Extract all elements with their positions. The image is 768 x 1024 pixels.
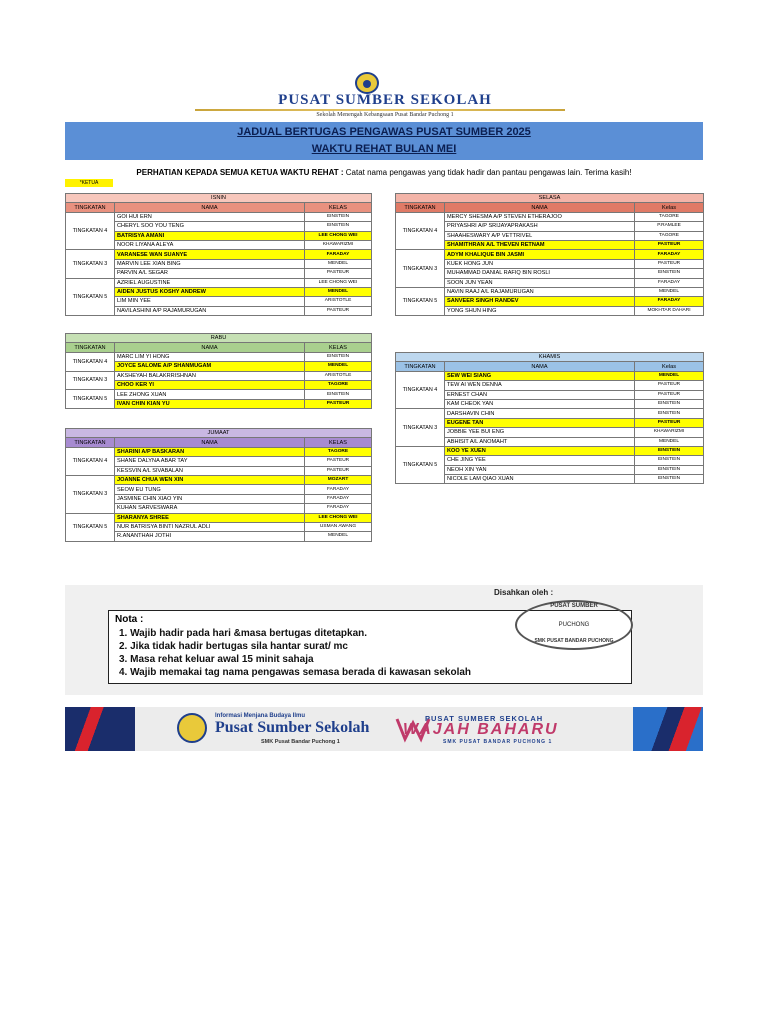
tingkatan-cell: TINGKATAN 4	[396, 371, 445, 409]
table-row	[66, 212, 372, 221]
tingkatan-cell: TINGKATAN 3	[66, 475, 115, 513]
table-row	[66, 475, 372, 484]
class-cell: MENDEL	[635, 371, 704, 380]
tingkatan-cell: TINGKATAN 5	[396, 287, 445, 315]
tingkatan-cell: TINGKATAN 3	[396, 250, 445, 288]
class-cell: USMAN AWANG	[305, 522, 372, 531]
day-header: KHAMIS	[396, 353, 704, 362]
school-crest-icon	[177, 713, 207, 743]
tingkatan-cell: TINGKATAN 4	[66, 352, 115, 371]
stamp-top-text: PUSAT SUMBER	[550, 603, 598, 609]
page-subtitle: WAKTU REHAT BULAN MEI	[311, 143, 457, 155]
name-cell: EUGENE TAN	[445, 418, 635, 427]
class-cell: TAGORE	[305, 380, 372, 389]
table-row	[66, 250, 372, 259]
table-row	[66, 278, 372, 287]
name-cell: MERCY SHESMA A/P STEVEN ETHERAJOO	[445, 212, 635, 221]
name-cell: MARC LIM YI HONG	[115, 352, 305, 361]
name-cell: NEOH XIN YAN	[445, 465, 635, 474]
nota-line-4: 4. Wajib memakai tag nama pengawas semasa berada di kawasan sekolah	[119, 667, 472, 678]
class-cell: MENDEL	[635, 287, 704, 296]
class-cell: FARADAY	[305, 494, 372, 503]
column-header-tingkatan: TINGKATAN	[396, 362, 445, 371]
name-cell: ADYM KHALIQUE BIN JASMI	[445, 250, 635, 259]
class-cell: PASTEUR	[305, 306, 372, 315]
table-khamis	[395, 352, 704, 484]
column-header-tingkatan: TINGKATAN	[66, 438, 115, 447]
column-header-kelas: KELAS	[305, 438, 372, 447]
name-cell: NICOLE LAM QIAO XUAN	[445, 475, 635, 484]
tingkatan-cell: TINGKATAN 3	[396, 409, 445, 447]
name-cell: KESSVIN A/L SIVABALAN	[115, 466, 305, 475]
class-cell: EINSTEIN	[305, 212, 372, 221]
logo-subtitle: Sekolah Menengah Kebangsaan Pusat Bandar Puchong 1	[316, 112, 454, 118]
class-cell: MENDEL	[635, 437, 704, 446]
table-selasa	[395, 193, 704, 316]
class-cell: EINSTEIN	[635, 269, 704, 278]
name-cell: SHAAHESWARY A/P VETTRIVEL	[445, 231, 635, 240]
name-cell: SOON JUN YEAN	[445, 278, 635, 287]
name-cell: VARANESE WAN SUANYE	[115, 250, 305, 259]
table-row	[66, 371, 372, 380]
column-header-tingkatan: TINGKATAN	[396, 203, 445, 212]
class-cell: PASTEUR	[305, 399, 372, 408]
nota-title: Nota :	[115, 614, 144, 625]
column-header-kelas: KELAS	[305, 203, 372, 212]
banner-title: Pusat Sumber Sekolah	[215, 719, 370, 736]
class-cell: PASTEUR	[635, 259, 704, 268]
name-cell: GOI HUI ERN	[115, 212, 305, 221]
name-cell: JASMINE CHIN XIAO YIN	[115, 494, 305, 503]
column-header-tingkatan: TINGKATAN	[66, 343, 115, 352]
class-cell: EINSTEIN	[305, 390, 372, 399]
class-cell: FARADAY	[305, 485, 372, 494]
tingkatan-cell: TINGKATAN 3	[66, 371, 115, 390]
class-cell: LEE CHONG WEI	[305, 513, 372, 522]
name-cell: PRIYASHRI A/P SRIJAYAPRAKASH	[445, 222, 635, 231]
column-header-nama: NAMA	[115, 438, 305, 447]
class-cell: PASTEUR	[635, 240, 704, 249]
tingkatan-cell: TINGKATAN 4	[396, 212, 445, 250]
tingkatan-cell: TINGKATAN 5	[66, 390, 115, 409]
tingkatan-cell: TINGKATAN 5	[66, 278, 115, 316]
stamp-center-text: PUCHONG	[558, 622, 590, 628]
class-cell: MENDEL	[305, 287, 372, 296]
table-row	[396, 371, 704, 380]
banner-stripe-left	[65, 707, 135, 751]
column-header-nama: NAMA	[115, 343, 305, 352]
class-cell: PASTEUR	[635, 418, 704, 427]
class-cell: EINSTEIN	[635, 446, 704, 455]
nota-line-3: 3. Masa rehat keluar awal 15 minit sahaja	[119, 654, 314, 665]
class-cell: KHAWARIZMI	[635, 428, 704, 437]
name-cell: YONG SHUN HING	[445, 306, 635, 315]
name-cell: PARVIN A/L SEGAR	[115, 269, 305, 278]
class-cell: EINSTEIN	[635, 399, 704, 408]
column-header-tingkatan: TINGKATAN	[66, 203, 115, 212]
table-row	[66, 513, 372, 522]
table-row	[396, 409, 704, 418]
tingkatan-cell: TINGKATAN 4	[66, 447, 115, 475]
approved-by-label: Disahkan oleh :	[494, 588, 554, 597]
official-stamp	[515, 600, 633, 650]
name-cell: R.ANANTHAH JOTHI	[115, 532, 305, 541]
logo-title: PUSAT SUMBER SEKOLAH	[278, 92, 492, 108]
name-cell: SHAMITHRAN A/L THEVEN RETNAM	[445, 240, 635, 249]
name-cell: CHOO KER YI	[115, 380, 305, 389]
table-row	[396, 250, 704, 259]
name-cell: AZRIEL AUGUSTINE	[115, 278, 305, 287]
name-cell: ERNEST CHAN	[445, 390, 635, 399]
class-cell: PASTEUR	[305, 457, 372, 466]
class-cell: MOZART	[305, 475, 372, 484]
logo-divider	[195, 109, 565, 111]
table-row	[396, 287, 704, 296]
class-cell: MENDEL	[305, 532, 372, 541]
nota-line-1: 1. Wajib hadir pada hari &masa bertugas ditetapkan.	[119, 628, 368, 639]
name-cell: KOO YE XUEN	[445, 446, 635, 455]
day-header: RABU	[66, 334, 372, 343]
class-cell: PASTEUR	[635, 390, 704, 399]
school-logo-header	[185, 72, 585, 120]
class-cell: TAGORE	[305, 447, 372, 456]
name-cell: DARSHAVIN CHIN	[445, 409, 635, 418]
name-cell: SHARANYA SHREE	[115, 513, 305, 522]
name-cell: BATRISYA AMANI	[115, 231, 305, 240]
name-cell: MARVIN LEE XIAN BING	[115, 259, 305, 268]
name-cell: CHERYL SOO YOU TENG	[115, 222, 305, 231]
banner-school: SMK Pusat Bandar Puchong 1	[261, 739, 340, 745]
column-header-kelas: Kelas	[635, 203, 704, 212]
class-cell: FARADAY	[305, 250, 372, 259]
name-cell: NOOR LIYANA ALEYA	[115, 240, 305, 249]
class-cell: ARISTOTLE	[305, 297, 372, 306]
name-cell: IVAN CHIN KIAN YU	[115, 399, 305, 408]
class-cell: FARADAY	[305, 504, 372, 513]
table-jumaat	[65, 428, 372, 542]
banner-school-2: SMK PUSAT BANDAR PUCHONG 1	[443, 739, 553, 745]
name-cell: CHE JING YEE	[445, 456, 635, 465]
class-cell: KHAWARIZMI	[305, 240, 372, 249]
notice-rest: Catat nama pengawas yang tidak hadir dan pantau pengawas lain. Terima kasih!	[343, 168, 632, 177]
class-cell: EINSTEIN	[635, 409, 704, 418]
tingkatan-cell: TINGKATAN 5	[396, 446, 445, 484]
name-cell: JOANNE CHUA WEN XIN	[115, 475, 305, 484]
day-header: ISNIN	[66, 194, 372, 203]
banner-stripe-right	[633, 707, 703, 751]
class-cell: MOKHTAR DAHARI	[635, 306, 704, 315]
table-row	[66, 447, 372, 456]
day-header: JUMAAT	[66, 429, 372, 438]
table-rabu	[65, 333, 372, 409]
name-cell: AIDEN JUSTUS KOSHY ANDREW	[115, 287, 305, 296]
name-cell: LIM MIN YEE	[115, 297, 305, 306]
column-header-nama: NAMA	[445, 362, 635, 371]
name-cell: SEW WEI SIANG	[445, 371, 635, 380]
class-cell: EINSTEIN	[635, 475, 704, 484]
name-cell: JOBBIE YEE BUI ENG	[445, 428, 635, 437]
ketua-legend: *KETUA	[65, 179, 113, 187]
column-header-kelas: Kelas	[635, 362, 704, 371]
class-cell: ARISTOTLE	[305, 371, 372, 380]
notice-text	[65, 168, 703, 177]
tingkatan-cell: TINGKATAN 4	[66, 212, 115, 250]
nota-line-2: 2. Jika tidak hadir bertugas sila hantar surat/ mc	[119, 641, 348, 652]
name-cell: SHARINI A/P BASKARAN	[115, 447, 305, 456]
name-cell: SEOW EU TUNG	[115, 485, 305, 494]
class-cell: TAGORE	[635, 231, 704, 240]
table-row	[396, 446, 704, 455]
name-cell: ABHISIT A/L ANOMAHT	[445, 437, 635, 446]
page-title: JADUAL BERTUGAS PENGAWAS PUSAT SUMBER 2025	[237, 126, 531, 138]
column-header-kelas: KELAS	[305, 343, 372, 352]
stamp-bottom-text: SMK PUSAT BANDAR PUCHONG	[534, 638, 614, 644]
table-row	[396, 212, 704, 221]
name-cell: KUEK HONG JUN	[445, 259, 635, 268]
banner-pss-text: PUSAT SUMBER SEKOLAH	[425, 714, 544, 723]
name-cell: TEW AI WEN DENNA	[445, 381, 635, 390]
title-banner	[65, 122, 703, 160]
class-cell: FARADAY	[635, 278, 704, 287]
class-cell: PASTEUR	[635, 381, 704, 390]
name-cell: MUHAMMAD DANIAL RAFIQ BIN ROSLI	[445, 269, 635, 278]
name-cell: KAM CHEOK YAN	[445, 399, 635, 408]
name-cell: SHANE DALYNA ABAR TAY	[115, 457, 305, 466]
class-cell: FARADAY	[635, 250, 704, 259]
class-cell: TAGORE	[635, 212, 704, 221]
class-cell: LEE CHONG WEI	[305, 231, 372, 240]
class-cell: FARADAY	[635, 297, 704, 306]
class-cell: MENDEL	[305, 362, 372, 371]
name-cell: SANVEER SINGH RANDEV	[445, 297, 635, 306]
column-header-nama: NAMA	[445, 203, 635, 212]
name-cell: NAVIN RAAJ A/L RAJAMURUGAN	[445, 287, 635, 296]
school-crest-icon	[355, 72, 379, 94]
footer-banner	[65, 707, 703, 751]
tingkatan-cell: TINGKATAN 5	[66, 513, 115, 541]
name-cell: NUR BATRISYA BINTI NAZRUL ADLI	[115, 522, 305, 531]
tingkatan-cell: TINGKATAN 3	[66, 250, 115, 278]
class-cell: LEE CHONG WEI	[305, 278, 372, 287]
class-cell: EINSTEIN	[305, 222, 372, 231]
class-cell: PASTEUR	[305, 269, 372, 278]
name-cell: NAVILASHINI A/P RAJAMURUGAN	[115, 306, 305, 315]
column-header-nama: NAMA	[115, 203, 305, 212]
banner-tagline: Informasi Menjana Budaya Ilmu	[215, 713, 306, 719]
class-cell: EINSTEIN	[305, 352, 372, 361]
name-cell: AKSHEYAH BALAKRRISHNAN	[115, 371, 305, 380]
class-cell: P.RAMLEE	[635, 222, 704, 231]
notice-bold: PERHATIAN KEPADA SEMUA KETUA WAKTU REHAT :	[136, 168, 344, 177]
class-cell: PASTEUR	[305, 466, 372, 475]
class-cell: EINSTEIN	[635, 465, 704, 474]
class-cell: MENDEL	[305, 259, 372, 268]
name-cell: KUHAN SARVESWARA	[115, 504, 305, 513]
table-isnin	[65, 193, 372, 316]
class-cell: EINSTEIN	[635, 456, 704, 465]
banner-wajah-baharu: WAJAH BAHARU	[403, 721, 559, 738]
name-cell: JOYCE SALOME A/P SHANMUGAM	[115, 362, 305, 371]
name-cell: LEE ZHONG XUAN	[115, 390, 305, 399]
table-row	[66, 352, 372, 361]
day-header: SELASA	[396, 194, 704, 203]
table-row	[66, 390, 372, 399]
